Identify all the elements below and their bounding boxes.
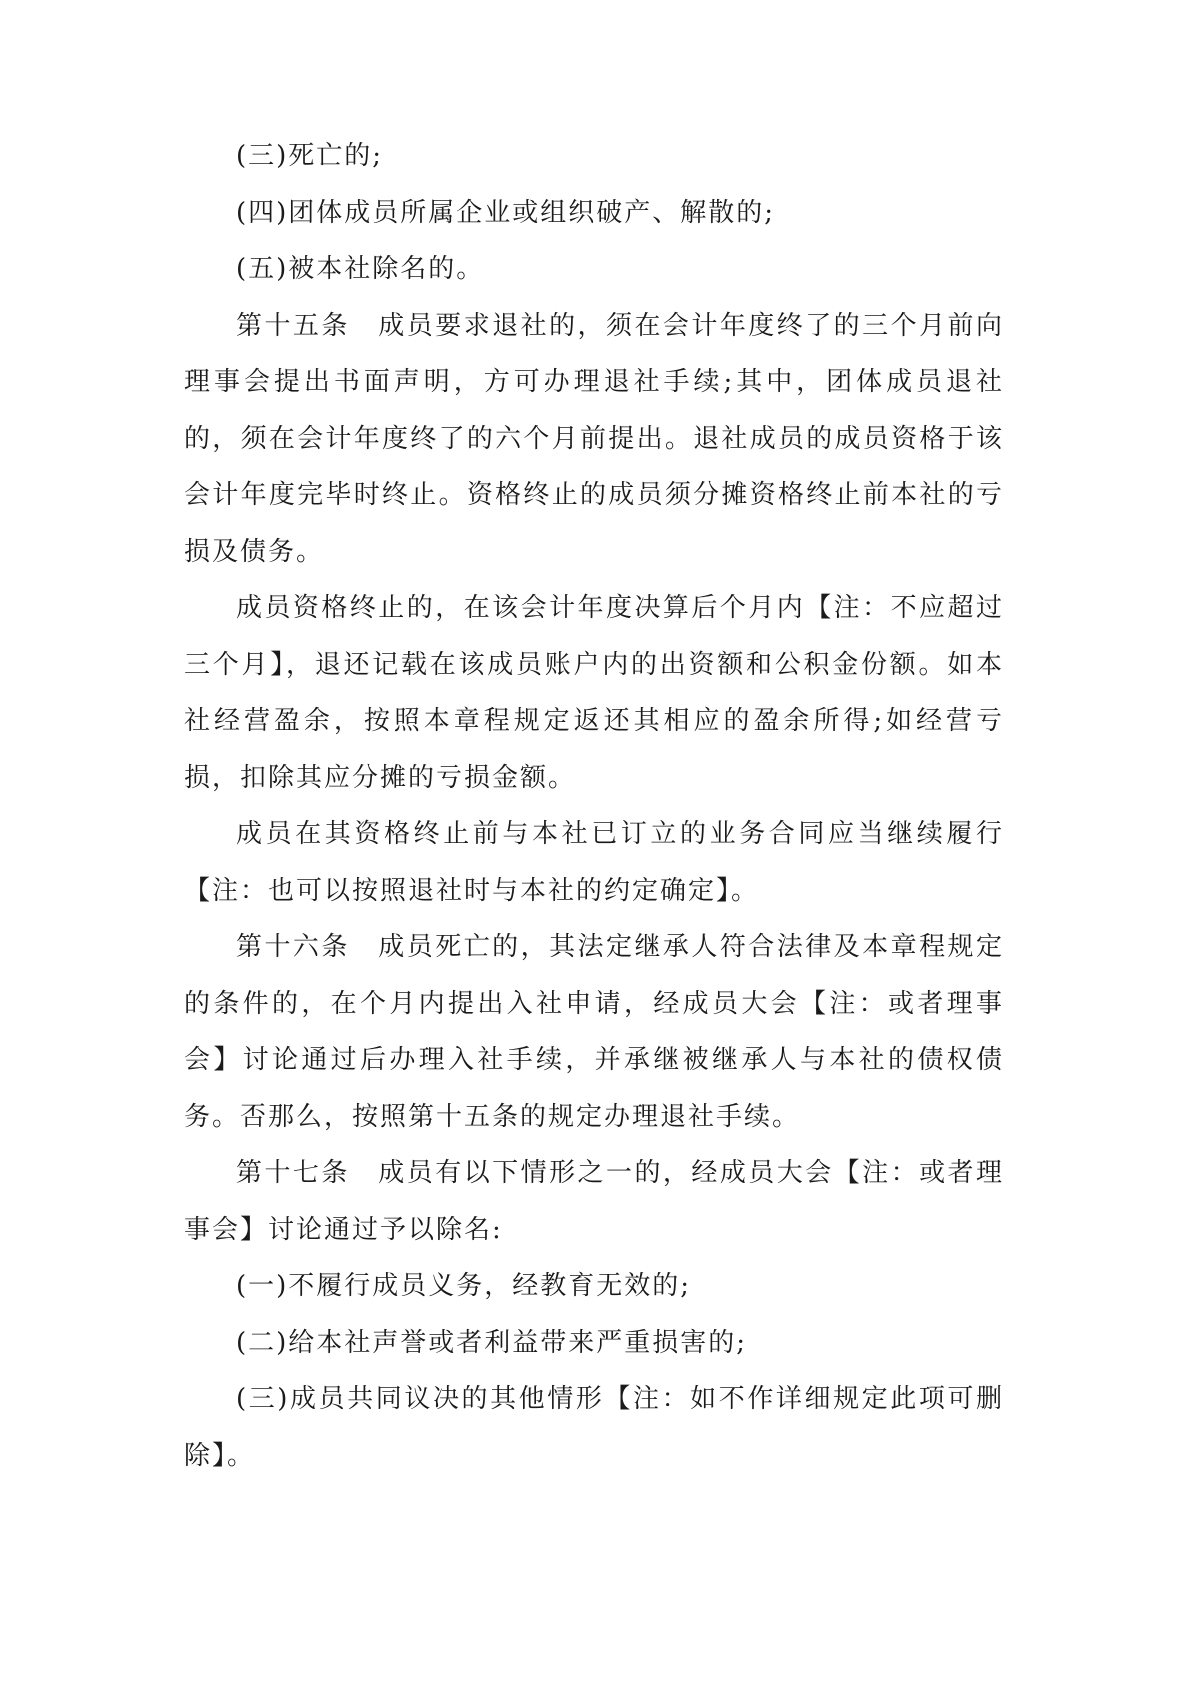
contract-continuation-paragraph: 成员在其资格终止前与本社已订立的业务合同应当继续履行【注：也可以按照退社时与本社的约定确定】。 <box>184 819 1004 906</box>
document-page <box>184 128 1004 1484</box>
list-item-three-other: (三)成员共同议决的其他情形【注：如不作详细规定此项可删除】。 <box>184 1384 1004 1471</box>
list-item-three-death: (三)死亡的; <box>236 141 384 171</box>
list-item-four-bankruptcy: (四)团体成员所属企业或组织破产、解散的; <box>236 197 776 228</box>
article-15-paragraph: 第十五条 成员要求退社的，须在会计年度终了的三个月前向理事会提出书面声明，方可办理退社手续;其中，团体成员退社的，须在会计年度终了的六个月前提出。退社成员的成员资格于该会计年度完毕时终止。资格终止的成员须分摊资格终止前本社的亏损及债务。 <box>184 310 1004 567</box>
article-16-paragraph: 第十六条 成员死亡的，其法定继承人符合法律及本章程规定的条件的，在个月内提出入社申请，经成员大会【注：或者理事会】讨论通过后办理入社手续，并承继被继承人与本社的债权债务。否那么，按照第十五条的规定办理退社手续。 <box>184 932 1004 1132</box>
list-item-one-duty: (一)不履行成员义务，经教育无效的; <box>236 1271 692 1301</box>
article-17-paragraph: 第十七条 成员有以下情形之一的，经成员大会【注：或者理事会】讨论通过予以除名: <box>184 1158 1004 1245</box>
list-item-two-damage: (二)给本社声誉或者利益带来严重损害的; <box>236 1327 748 1358</box>
list-item-five-expelled: (五)被本社除名的。 <box>236 254 485 284</box>
membership-termination-paragraph: 成员资格终止的，在该会计年度决算后个月内【注：不应超过三个月】，退还记载在该成员账户内的出资额和公积金份额。如本社经营盈余，按照本章程规定返还其相应的盈余所得;如经营亏损，扣除其应分摊的亏损金额。 <box>184 593 1004 793</box>
